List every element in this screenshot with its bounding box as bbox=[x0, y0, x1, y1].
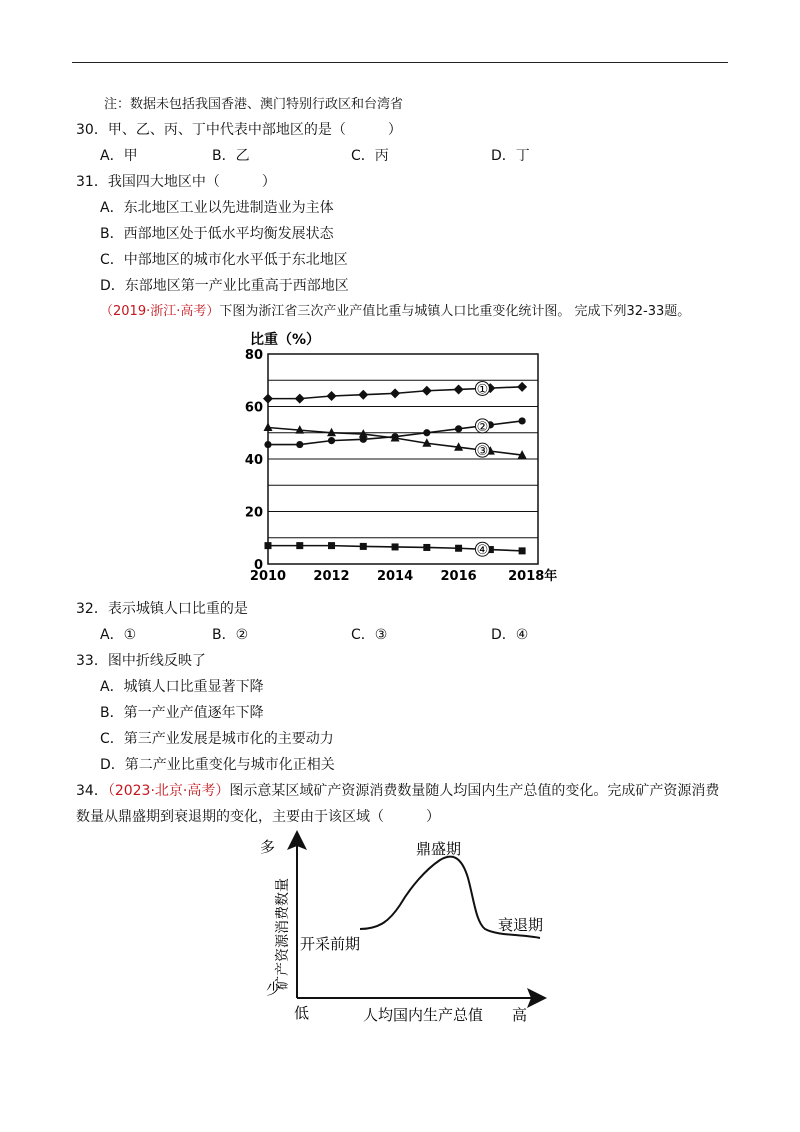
question-34-stem-line1 bbox=[76, 782, 719, 800]
q32-option-d[interactable]: D．④ bbox=[491, 627, 529, 643]
chart-point-s4 bbox=[392, 543, 399, 550]
chart-point-s2 bbox=[264, 441, 271, 448]
chart-point-s2 bbox=[328, 437, 335, 444]
q30-option-d[interactable]: D．丁 bbox=[491, 148, 530, 164]
q34-text1: 图示意某区域矿产资源消费数量随人均国内生产总值的变化。完成矿产资源消费 bbox=[229, 783, 720, 799]
chart-point-s4 bbox=[328, 542, 335, 549]
intro-32-33 bbox=[100, 303, 690, 321]
line-chart bbox=[230, 326, 570, 590]
chart-point-s2 bbox=[455, 425, 462, 432]
question-31-stem: 31．我国四大地区中（ ） bbox=[76, 174, 276, 190]
q30-option-b[interactable]: B．乙 bbox=[212, 148, 250, 164]
q34-number: 34． bbox=[76, 783, 108, 799]
stage-label-pre-mining: 开采前期 bbox=[300, 935, 361, 953]
chart-point-s2 bbox=[296, 441, 303, 448]
q31-option-c[interactable]: C．中部地区的城市化水平低于东北地区 bbox=[100, 252, 348, 268]
chart-y-tick-label: 0 bbox=[253, 558, 263, 573]
q31-option-b[interactable]: B．西部地区处于低水平均衡发展状态 bbox=[100, 226, 334, 242]
chart-x-tick-label: 2016 bbox=[440, 569, 477, 584]
chart-point-s1 bbox=[358, 390, 368, 400]
chart-y-tick-label: 20 bbox=[244, 505, 263, 521]
chart-series-label: ③ bbox=[476, 444, 489, 460]
q32-option-b[interactable]: B．② bbox=[212, 627, 249, 643]
chart-point-s4 bbox=[423, 544, 430, 551]
chart-point-s1 bbox=[454, 384, 464, 394]
q33-option-c[interactable]: C．第三产业发展是城市化的主要动力 bbox=[100, 731, 334, 747]
mineral-consumption-diagram bbox=[250, 830, 560, 1030]
q33-option-b[interactable]: B．第一产业产值逐年下降 bbox=[100, 705, 264, 721]
question-32-stem: 32．表示城镇人口比重的是 bbox=[76, 601, 248, 617]
chart-point-s3 bbox=[264, 423, 273, 432]
stage-label-decline: 衰退期 bbox=[498, 916, 544, 934]
diagram-x-right-label: 高 bbox=[512, 1006, 528, 1024]
question-33-stem: 33．图中折线反映了 bbox=[76, 653, 206, 669]
chart-point-s1 bbox=[327, 391, 337, 401]
chart-point-s1 bbox=[390, 388, 400, 398]
chart-y-tick-label: 80 bbox=[244, 348, 263, 363]
diagram-y-top-label: 多 bbox=[260, 838, 276, 856]
chart-point-s4 bbox=[455, 545, 462, 552]
question-34-stem-line2: 数量从鼎盛期到衰退期的变化，主要由于该区域（ ） bbox=[76, 809, 440, 825]
data-note: 注：数据未包括我国香港、澳门特别行政区和台湾省 bbox=[104, 97, 404, 112]
chart-point-s4 bbox=[360, 543, 367, 550]
chart-point-s4 bbox=[519, 547, 526, 554]
chart-point-s1 bbox=[263, 394, 273, 404]
chart-series-label: ② bbox=[476, 419, 489, 435]
chart-x-tick-label: 2010 bbox=[249, 569, 287, 584]
chart-x-tick-label: 2012 bbox=[313, 569, 350, 584]
chart-y-tick-label: 40 bbox=[244, 453, 263, 468]
header-rule bbox=[72, 62, 728, 63]
diagram-x-left-label: 低 bbox=[294, 1004, 310, 1022]
chart-y-tick-label: 60 bbox=[244, 400, 263, 416]
diagram-y-axis-label: 矿产资源消费数量 bbox=[275, 878, 291, 990]
chart-x-tick-label: 2014 bbox=[376, 569, 414, 584]
chart-series-label: ④ bbox=[476, 543, 489, 559]
q33-option-d[interactable]: D．第二产业比重变化与城市化正相关 bbox=[100, 757, 335, 773]
chart-point-s2 bbox=[519, 417, 526, 424]
chart-point-s4 bbox=[296, 542, 303, 549]
question-30-stem: 30．甲、乙、丙、丁中代表中部地区的是（ ） bbox=[76, 122, 402, 138]
q31-option-a[interactable]: A．东北地区工业以先进制造业为主体 bbox=[100, 200, 334, 216]
q32-option-c[interactable]: C．③ bbox=[351, 627, 388, 643]
intro-text: 下图为浙江省三次产业产值比重与城镇人口比重变化统计图。 完成下列32-33题。 bbox=[219, 304, 691, 319]
q33-option-a[interactable]: A．城镇人口比重显著下降 bbox=[100, 679, 264, 695]
diagram-x-axis-label: 人均国内生产总值 bbox=[363, 1006, 484, 1024]
chart-x-tick-label: 2018年 bbox=[508, 569, 558, 584]
diagram-y-bottom-label: 少 bbox=[266, 980, 282, 998]
chart-point-s1 bbox=[422, 386, 432, 396]
q30-option-a[interactable]: A．甲 bbox=[100, 148, 138, 164]
chart-point-s4 bbox=[265, 542, 272, 549]
q30-option-c[interactable]: C．丙 bbox=[351, 148, 389, 164]
q31-option-d[interactable]: D．东部地区第一产业比重高于西部地区 bbox=[100, 278, 349, 294]
q34-source: （2023·北京·高考） bbox=[107, 783, 230, 799]
chart-point-s1 bbox=[517, 382, 527, 392]
intro-source: （2019·浙江·高考） bbox=[100, 304, 220, 319]
q32-option-a[interactable]: A．① bbox=[100, 627, 137, 643]
stage-label-peak: 鼎盛期 bbox=[416, 840, 462, 858]
chart-point-s2 bbox=[423, 429, 430, 436]
chart-series-label: ① bbox=[476, 382, 489, 398]
chart-point-s1 bbox=[295, 394, 305, 404]
chart-y-axis-label: 比重（%） bbox=[250, 332, 321, 348]
